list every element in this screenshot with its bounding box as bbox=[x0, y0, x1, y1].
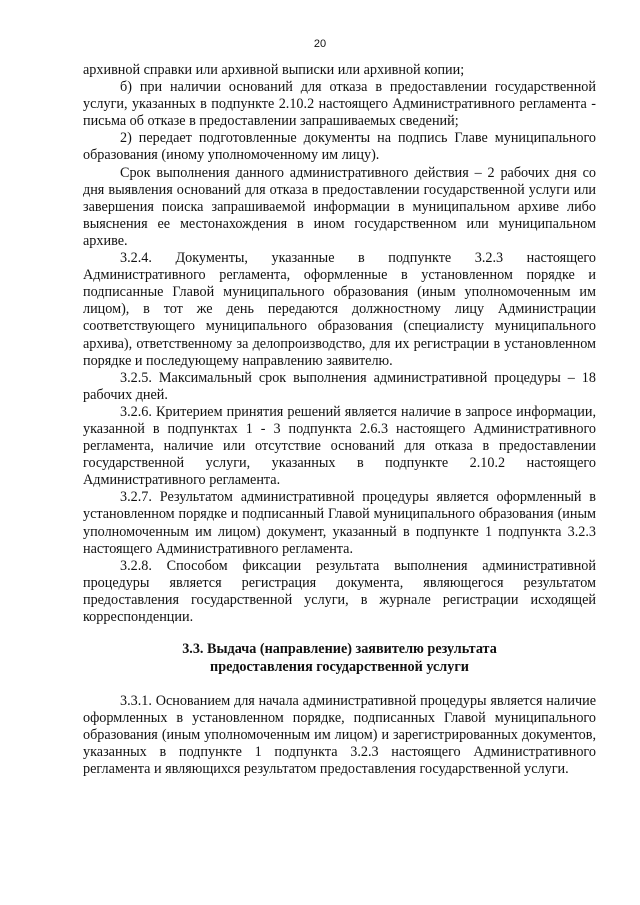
section-heading-line-2: предоставления государственной услуги bbox=[210, 659, 469, 676]
page-number: 20 bbox=[313, 38, 327, 50]
paragraph-action-deadline: Срок выполнения данного административного действия – 2 рабочих дня со дня выявления оснований для отказа в предоставлении государственной услуги или завершения поиска запрашиваемой информации в муниципальном архиве либо выяснения ее местонахождения в ином государственном или муниципальном архиве. bbox=[83, 164, 596, 249]
paragraph-refusal-letter: б) при наличии оснований для отказа в предоставлении государственной услуги, указанных в подпункте 2.10.2 настоящего Административного регламента - письма об отказе в предоставлении запрашиваемых сведений; bbox=[83, 79, 596, 130]
section-heading-line-1: 3.3. Выдача (направление) заявителю результата bbox=[182, 641, 497, 658]
document-body bbox=[83, 62, 596, 778]
paragraph-3-2-4: 3.2.4. Документы, указанные в подпункте 3.2.3 настоящего Административного регламента, оформленные в установленном порядке и подписанные Главой муниципального образования (иным уполномоченным им лицом), в тот же день передаются должностному лицу Администрации соответствующего муниципального образования (специалисту муниципального архива), ответственному за делопроизводство, для их регистрации в установленном порядке и последующему направлению заявителю. bbox=[83, 250, 596, 369]
paragraph-3-3-1: 3.3.1. Основанием для начала административной процедуры является наличие оформленных в установленном порядке, подписанных Главой муниципального образования (иным уполномоченным им лицом) и зарегистрированных документов, указанных в подпункте 1 подпункта 3.2.3 настоящего Административного регламента и являющихся результатом предоставления государственной услуги. bbox=[83, 692, 596, 777]
paragraph-archive-copy: архивной справки или архивной выписки или архивной копии; bbox=[83, 62, 465, 78]
paragraph-transfer-signature: 2) передает подготовленные документы на подпись Главе муниципального образования (иному уполномоченному им лицу). bbox=[83, 130, 596, 164]
paragraph-3-2-5: 3.2.5. Максимальный срок выполнения административной процедуры – 18 рабочих дней. bbox=[83, 369, 596, 403]
section-heading-3-3 bbox=[83, 640, 596, 676]
paragraph-3-2-7: 3.2.7. Результатом административной процедуры является оформленный в установленном порядке и подписанный Главой муниципального образования (иным уполномоченным им лицом) документ, указанный в подпункте 1 подпункта 3.2.3 настоящего Административного регламента. bbox=[83, 489, 596, 557]
paragraph-3-2-8: 3.2.8. Способом фиксации результата выполнения административной процедуры является регистрация документа, являющегося результатом предоставления государственной услуги, в журнале регистрации исходящей корреспонденции. bbox=[83, 557, 596, 625]
paragraph-3-2-6: 3.2.6. Критерием принятия решений является наличие в запросе информации, указанной в подпунктах 1 - 3 подпункта 2.6.3 настоящего Административного регламента, наличие или отсутствие оснований для отказа в предоставлении государственной услуги, указанных в подпункте 2.10.2 настоящего Административного регламента. bbox=[83, 403, 596, 489]
